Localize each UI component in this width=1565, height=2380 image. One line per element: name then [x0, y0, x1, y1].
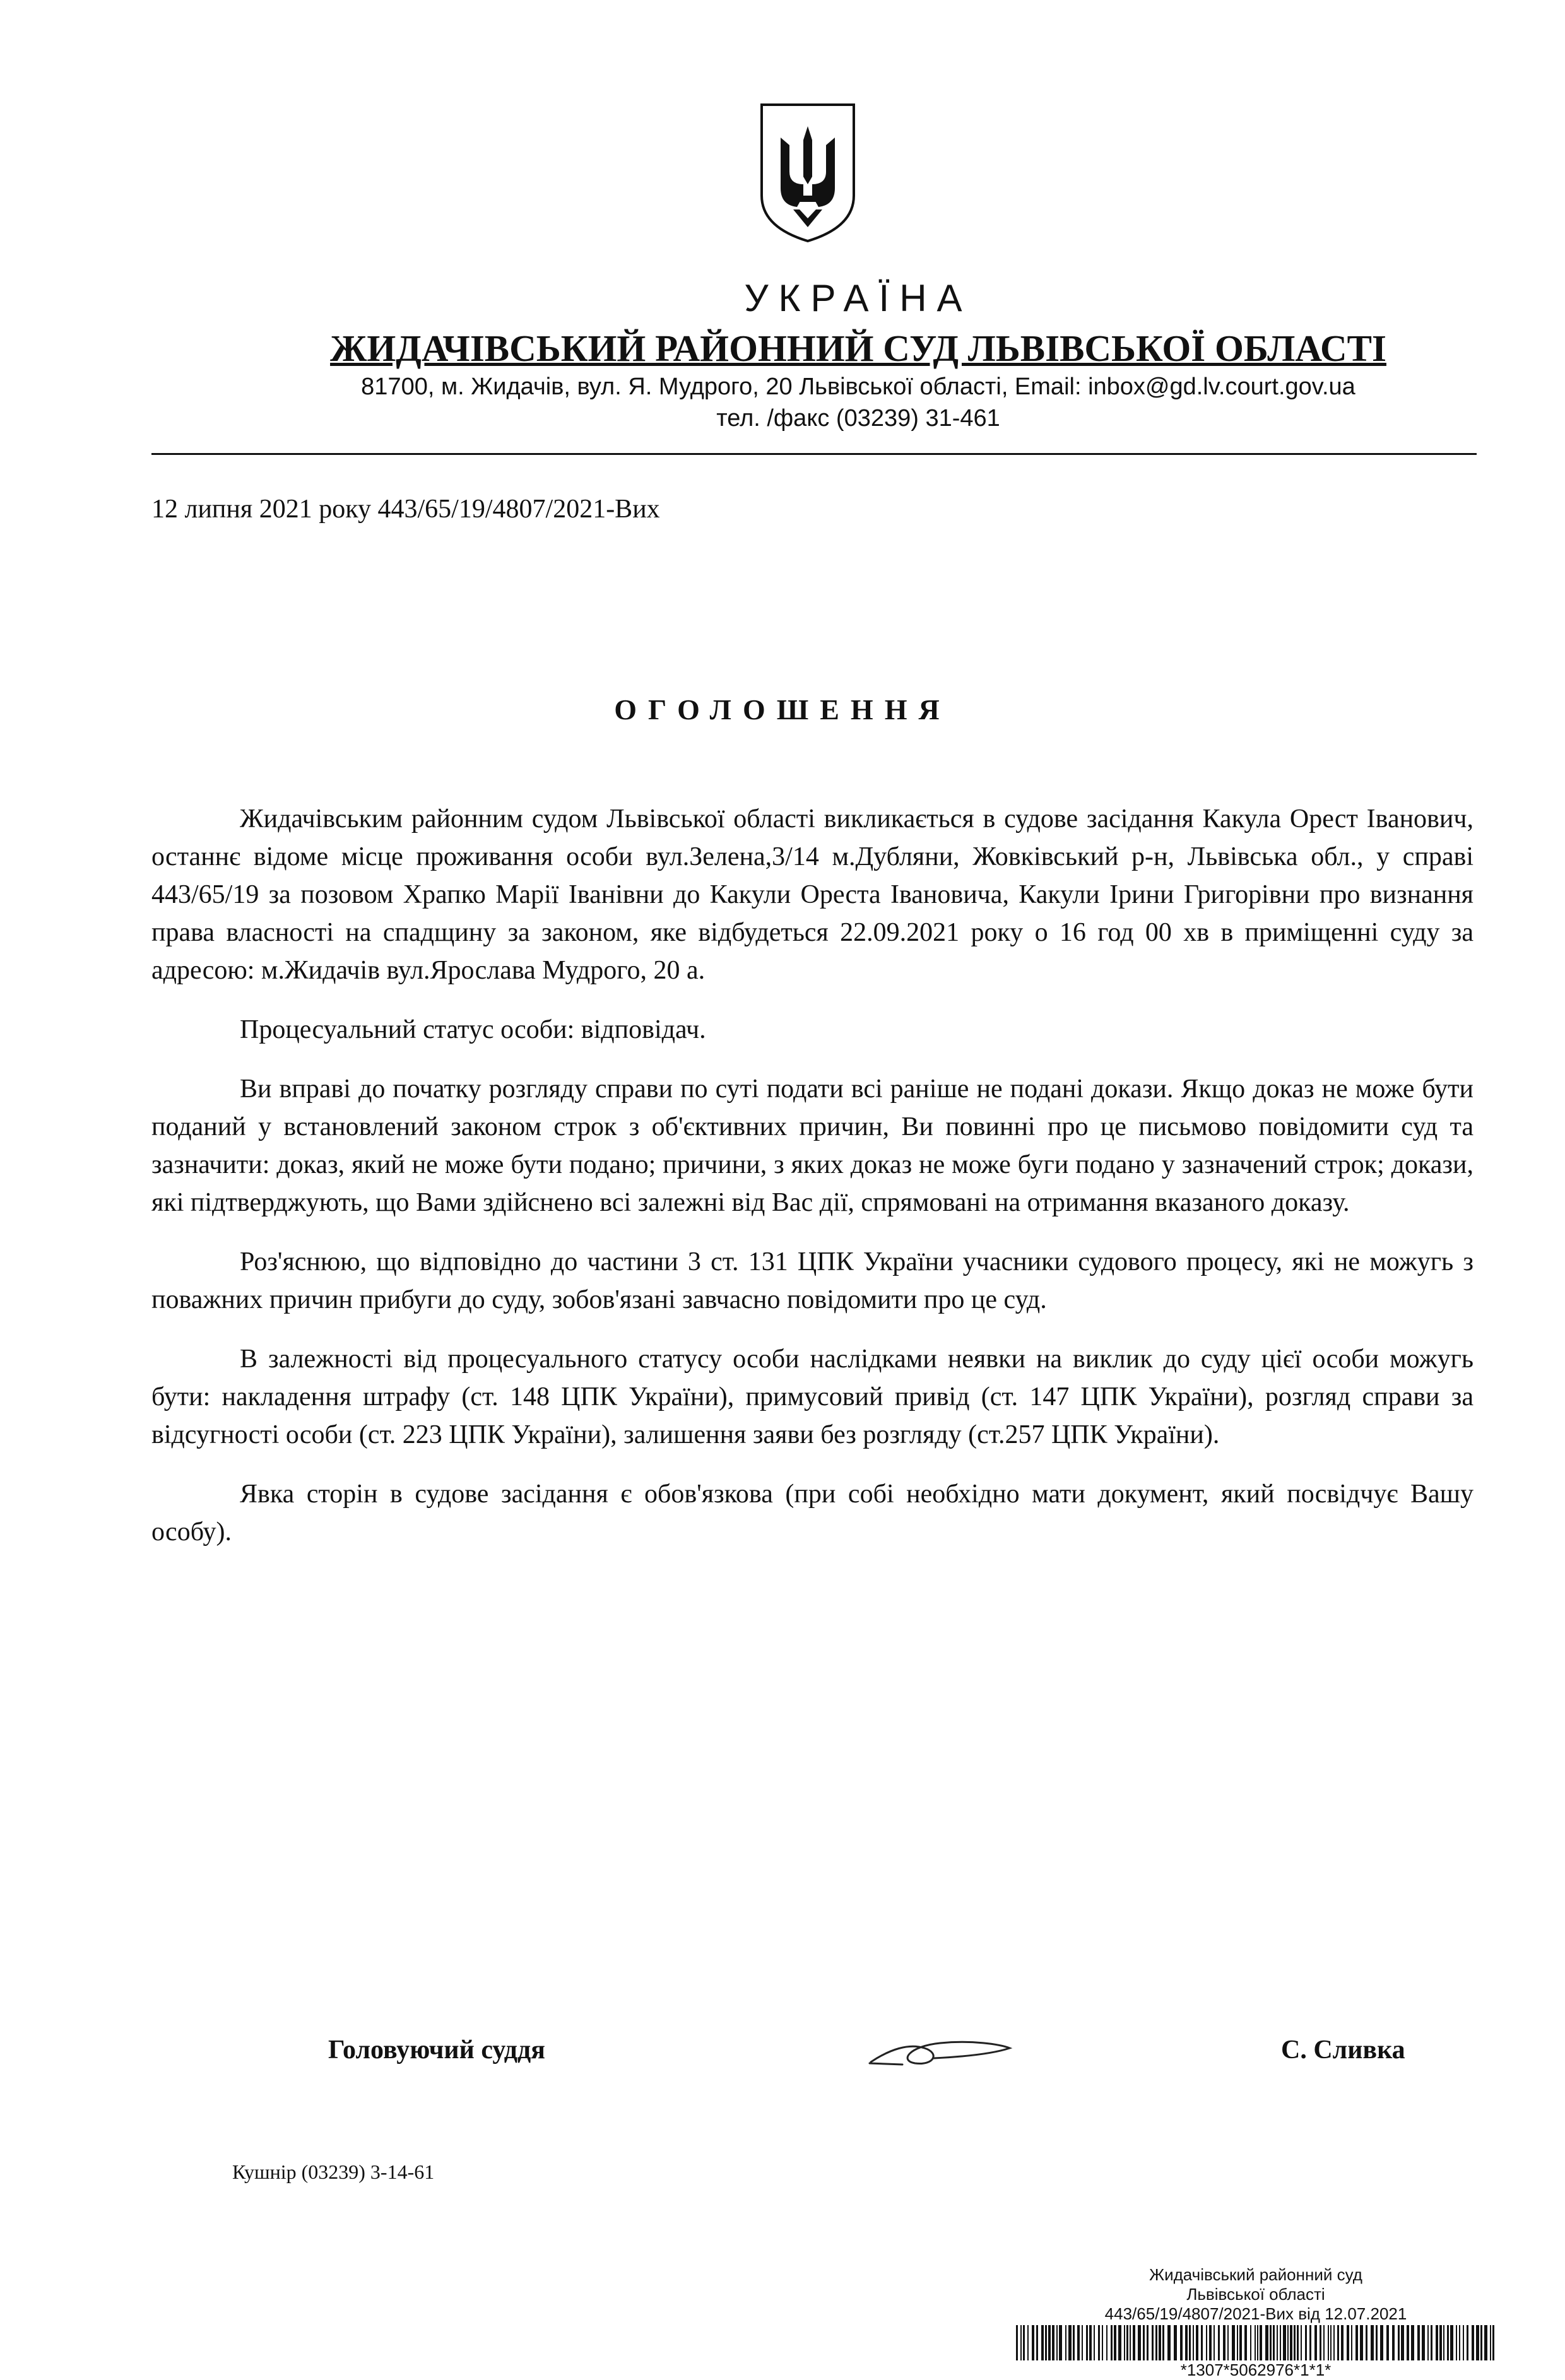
- registration-stamp: [997, 2265, 1515, 2380]
- document-title: ОГОЛОШЕННЯ: [614, 693, 951, 726]
- registration-number: 443/65/19/4807/2021-Вих від 12.07.2021: [1104, 2304, 1407, 2323]
- paragraph-summons: Жидачівським районним судом Львівської області викликається в судове засідання Какула Орест Іванович, останнє відоме місце проживання особи вул.Зелена,3/14 м.Дубляни, Жовківський р-н, Львівська обл., у справі 443/65/19 за позовом Храпко Марії Іванівни до Какули Ореста Івановича, Какули Ірини Григорівни про визнання права власності на спадщину за законом, яке відбудеться 22.09.2021 року о 16 год 00 хв в приміщенні суду за адресою: м.Жидачів вул.Ярослава Мудрого, 20 а.: [151, 804, 1473, 985]
- document-body: [151, 800, 1473, 1572]
- coat-of-arms-icon: [758, 101, 858, 244]
- paragraph-evidence: Ви вправі до початку розгляду справи по суті подати всі раніше не подані докази. Якщо доказ не може бути поданий у встановлений законом строк з об'єктивних причин, Ви повинні про це письмово повідомити суд та зазначити: доказ, який не може бути подано; причини, з яких доказ не може буги подано у зазначений строк; докази, які підтверджують, що Вами здійснено всі залежні від Вас дії, спрямовані на отримання вказаного доказу.: [151, 1075, 1473, 1217]
- contact-line: Кушнір (03239) 3-14-61: [232, 2160, 435, 2183]
- court-phone: тел. /факс (03239) 31-461: [716, 405, 1000, 432]
- court-address: 81700, м. Жидачів, вул. Я. Мудрого, 20 Львівської області, Email: inbox@gd.lv.court.gov.ua: [361, 374, 1355, 400]
- country-title: УКРАЇНА: [744, 277, 972, 319]
- barcode-icon: [1016, 2325, 1496, 2360]
- registration-court: Жидачівський районний суд: [1149, 2265, 1362, 2284]
- handwritten-signature: [865, 2024, 1022, 2075]
- paragraph-attendance: Явка сторін в судове засідання є обов'язкова (при собі необхідно мати документ, який посвідчує Вашу особу).: [151, 1480, 1473, 1546]
- judge-name: С. Сливка: [1281, 2035, 1405, 2065]
- court-name: ЖИДАЧІВСЬКИЙ РАЙОННИЙ СУД ЛЬВІВСЬКОЇ ОБЛАСТІ: [330, 327, 1386, 369]
- signature-position: Головуючий суддя: [328, 2035, 545, 2065]
- paragraph-notice: Роз'яснюю, що відповідно до частини 3 ст. 131 ЦПК України учасники судового процесу, які не можугь з поважних причин прибуги до суду, зобов'язані завчасно повідомити про це суд.: [151, 1247, 1473, 1314]
- document-reference: 12 липня 2021 року 443/65/19/4807/2021-Вих: [151, 495, 660, 524]
- header-divider: [151, 453, 1477, 455]
- registration-region: Львівської області: [1186, 2285, 1325, 2304]
- paragraph-consequences: В залежності від процесуального статусу особи наслідками неявки на виклик до суду цієї особи можугь бути: накладення штрафу (ст. 148 ЦПК України), примусовий привід (ст. 147 ЦПК України), розгляд справи за відсугності особи (ст. 223 ЦПК України), залишення заяви без розгляду (ст.257 ЦПК України).: [151, 1345, 1473, 1449]
- paragraph-status: Процесуальний статус особи: відповідач.: [240, 1015, 706, 1044]
- registration-code: *1307*5062976*1*1*: [1180, 2360, 1332, 2379]
